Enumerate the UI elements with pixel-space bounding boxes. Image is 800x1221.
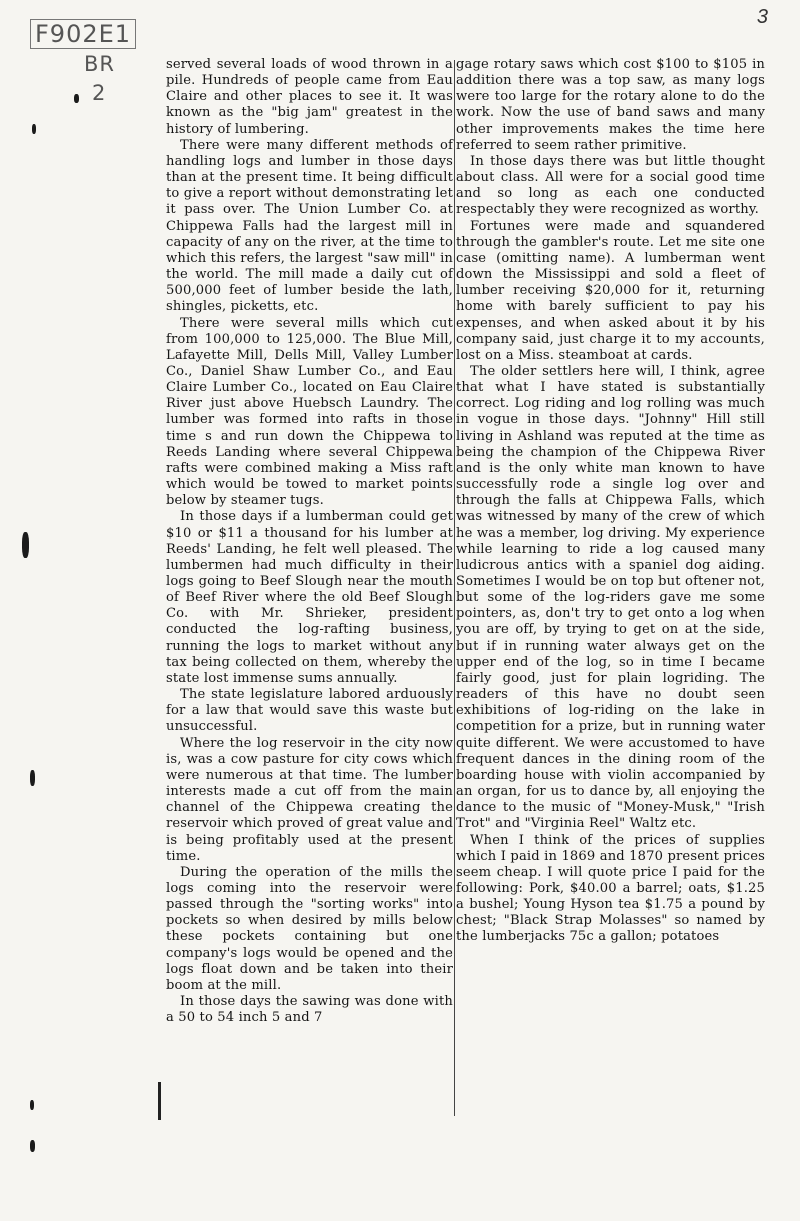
article-left-column xyxy=(166,57,453,1026)
margin-mark xyxy=(30,1100,34,1110)
margin-mark xyxy=(32,124,36,134)
paragraph: gage rotary saws which cost $100 to $105 in addition there was a top saw, as many logs were too large for the rotary alone to do the work. Now the use of band saws and many other improvements makes the time here referred to seem rather primitive. xyxy=(456,57,765,153)
margin-mark xyxy=(30,1140,35,1152)
paragraph: When I think of the prices of supplies which I paid in 1869 and 1870 present prices seem cheap. I will quote price I paid for the following: Pork, $40.00 a barrel; oats, $1.25 a bushel; Young Hyson tea $1.75 a pound by chest; "Black Strap Molasses" so named by the lumberjacks 75c a gallon; potatoes xyxy=(456,832,765,945)
margin-mark xyxy=(74,94,79,103)
article-right-column xyxy=(456,57,765,946)
paragraph: In those days there was but little thought about class. All were for a social good time and so long as each one conducted respectably they were recognized as worthy. xyxy=(456,153,765,218)
paragraph: In those days if a lumberman could get $10 or $11 a thousand for his lumber at Reeds' Landing, he felt well pleased. The lumbermen had much difficulty in their logs going to Beef Slough near the mouth of Beef River where the old Beef Slough Co. with Mr. Shrieker, president conducted the log-rafting business, running the logs to market without any tax being collected on them, whereby the state lost immense sums annually. xyxy=(166,509,453,686)
handwritten-line-2: BR xyxy=(84,52,115,77)
paragraph: During the operation of the mills the logs coming into the reservoir were passed through the "sorting works" into pockets so when desired by mills below these pockets containing but one company's logs would be opened and the logs float down and be taken into their boom at the mill. xyxy=(166,864,453,993)
margin-mark xyxy=(22,532,29,558)
column-divider xyxy=(454,60,455,1116)
handwritten-line-3: 2 xyxy=(92,80,107,105)
paragraph: The state legislature labored arduously for a law that would save this waste but unsuccessful. xyxy=(166,687,453,735)
margin-bracket xyxy=(158,1082,161,1120)
page-number: 3 xyxy=(756,6,768,28)
handwritten-reference-code: F902E1 xyxy=(30,19,136,49)
paragraph: There were many different methods of handling logs and lumber in those days than at the present time. It being difficult to give a report without demonstrating let it pass over. The Union Lumber Co. at Chippewa Falls had the largest mill in capacity of any on the river, at the time to which this refers, the largest "saw mill" in the world. The mill made a daily cut of 500,000 feet of lumber beside the lath, shingles, picketts, etc. xyxy=(166,137,453,315)
paragraph: The older settlers here will, I think, agree that what I have stated is substantially correct. Log riding and log rolling was much in vogue in those days. "Johnny" Hill still living in Ashland was reputed at the time as being the champion of the Chippewa River and is the only white man known to have successfully rode a single log over and through the falls at Chippewa Falls, which was witnessed by many of the crew of which he was a member, log driving. My experience while learning to ride a log caused many ludicrous antics with a spaniel dog aiding. Sometimes I would be on top but oftener not, but some of the log-riders gave me some pointers, as, don't try to get onto a log when you are off, by trying to get on at the side, but if in running water always get on the upper end of the log, so in time I became fairly good, just for plain logriding. The readers of this have no doubt seen exhibitions of log-riding on the lake in competition for a prize, but in running water quite different. We were accustomed to have frequent dances in the dining room of the boarding house with violin accompanied by an organ, for us to dance by, all enjoying the dance to the music of "Money-Musk," "Irish Trot" and "Virginia Reel" Waltz etc. xyxy=(456,363,765,832)
paragraph: served several loads of wood thrown in a pile. Hundreds of people came from Eau Claire and other places to see it. It was known as the "big jam" greatest in the history of lumbering. xyxy=(166,57,453,137)
paragraph: Fortunes were made and squandered through the gambler's route. Let me site one case (omitting name). A lumberman went down the Mississippi and sold a fleet of lumber receiving $20,000 for it, returning home with barely sufficient to pay his expenses, and when asked about it by his company said, just charge it to my accounts, lost on a Miss. steamboat at cards. xyxy=(456,218,765,363)
handwritten-annotation xyxy=(30,18,136,107)
paragraph: In those days the sawing was done with a 50 to 54 inch 5 and 7 xyxy=(166,994,453,1026)
paragraph: There were several mills which cut from 100,000 to 125,000. The Blue Mill, Lafayette Mill, Dells Mill, Valley Lumber Co., Daniel Shaw Lumber Co., and Eau Claire Lumber Co., located on Eau Claire River just above Huebsch Laundry. The lumber was formed into rafts in those time s and run down the Chippewa to Reeds Landing where several Chippewa rafts were combined making a Miss raft which would be towed to market points below by steamer tugs. xyxy=(166,315,453,509)
paragraph: Where the log reservoir in the city now is, was a cow pasture for city cows which were numerous at that time. The lumber interests made a cut off from the main channel of the Chippewa creating the reservoir which proved of great value and is being profitably used at the present time. xyxy=(166,735,453,864)
margin-mark xyxy=(30,770,35,786)
